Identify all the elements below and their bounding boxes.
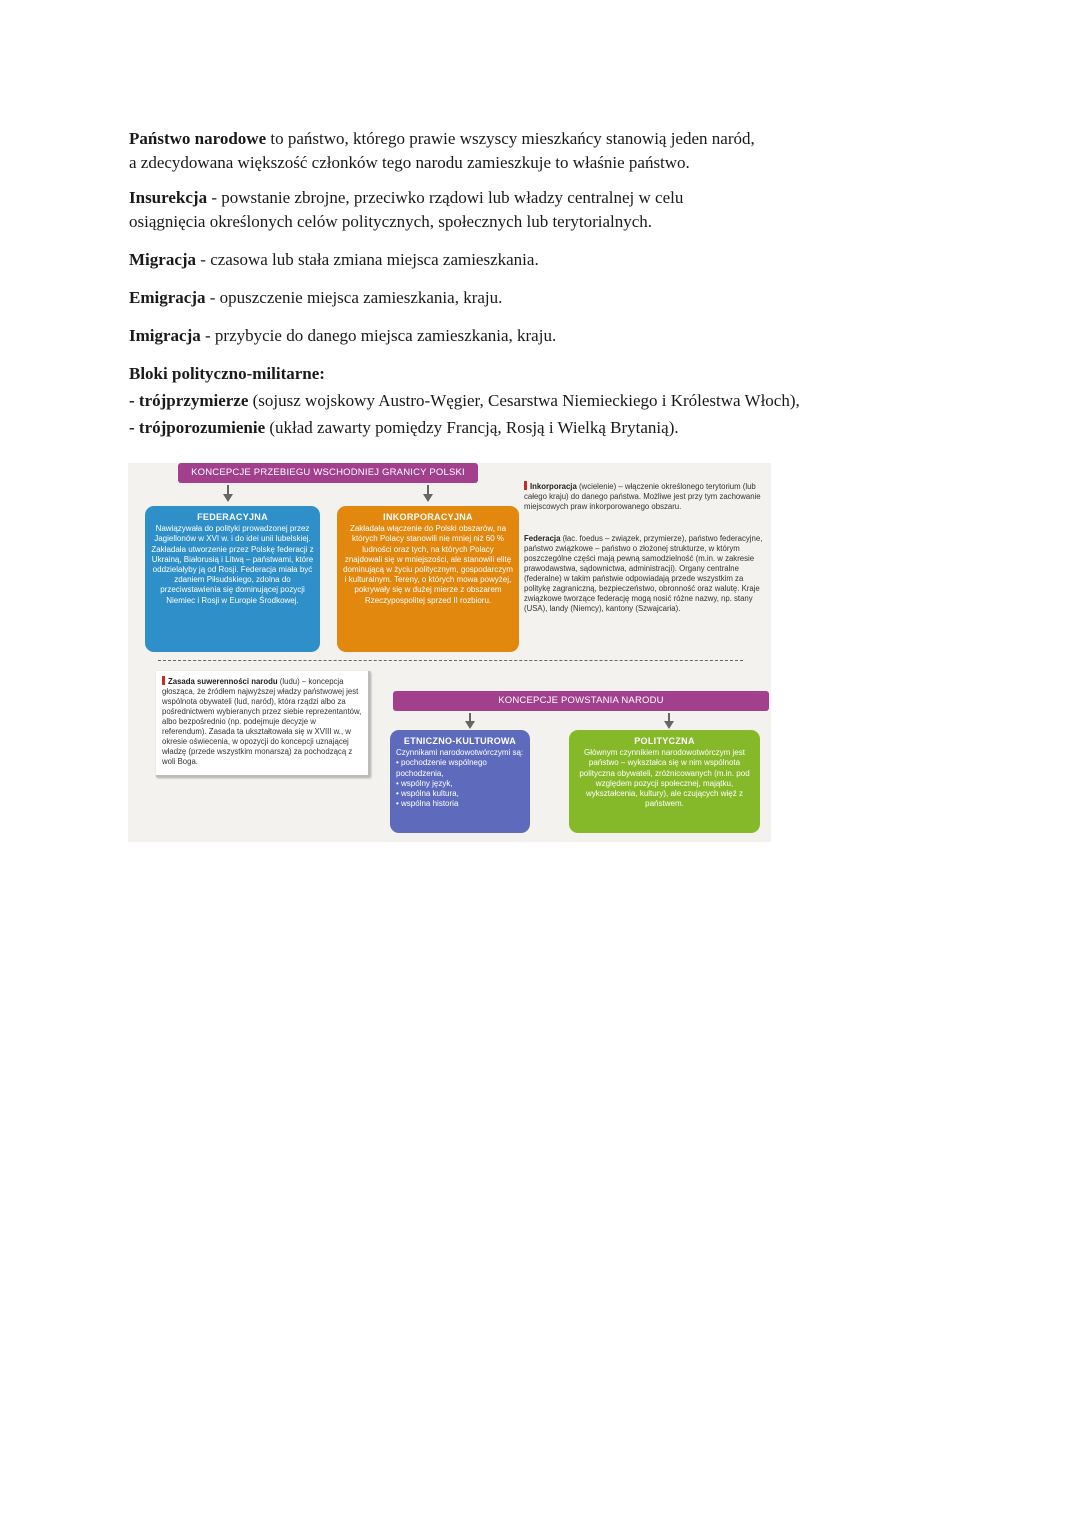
box-body: Zakładała włączenie do Polski obszarów, na których Polacy stanowili nie mniej niż 60 % ludności oraz tych, na których Polacy znajdowali się w mniejszości, ale stanowili elitę dominującą w życiu politycznym, gospodarczym i kulturalnym. Tereny, o których mowa powyżej, pokrywały się w dużej mierze z obszarem Rzeczypospolitej sprzed II rozbioru. <box>343 524 513 605</box>
term: Imigracja <box>129 326 201 345</box>
term: - trójprzymierze <box>129 391 249 410</box>
term: Inkorporacja <box>530 482 577 491</box>
definition-imigracja <box>129 324 949 348</box>
note-suwerennosc <box>162 676 362 767</box>
note-text: (wcielenie) – włączenie określonego terytorium (lub całego kraju) do danego państwa. Możliwe jest przy tym zachowanie miejscowych praw inkorporowanego obszaru. <box>524 482 761 511</box>
list-item: • wspólna kultura, <box>396 789 459 799</box>
textbook-figure <box>128 463 771 842</box>
definition-insurekcja <box>129 186 949 234</box>
arrow-down-icon <box>223 494 233 502</box>
border-concepts-bar: KONCEPCJE PRZEBIEGU WSCHODNIEJ GRANICY POLSKI <box>178 463 478 483</box>
definition-panstwo-narodowe <box>129 127 949 175</box>
divider <box>158 660 743 661</box>
federacyjna-box <box>145 506 320 652</box>
note-text: (łac. foedus – związek, przymierze), państwo federacyjne, państwo związkowe – państwo o złożonej strukturze, w którym poszczególne części mają pewną samodzielność (m.in. w zakresie prawodawstwa, sądownictwa, administracji). Organy centralne (federalne) w takim państwie odpowiadają przede wszystkim za politykę zagraniczną, bezpieczeństwo, obronność oraz walutę. Kraje związkowe tworzące federację mogą nosić różne nazwy, np. stany (USA), landy (Niemcy), kantony (Szwajcaria). <box>524 534 763 613</box>
term: - trójporozumienie <box>129 418 266 437</box>
note-marker-icon <box>162 676 165 685</box>
term: Migracja <box>129 250 197 269</box>
note-text: (ludu) – koncepcja głosząca, że źródłem najwyższej władzy państwowej jest wspólnota obywateli (lud, naród), która rządzi albo za pośrednictwem wybieranych przez siebie reprezentantów, albo bezpośrednio (np. podejmuje decyzje w referendum). Zasada ta ukształtowała się w XVIII w., w okresie oświecenia, w opozycji do koncepcji uznającej władzę (przede wszystkim monarszą) za pochodzącą z woli Boga. <box>162 677 362 766</box>
term: Federacja <box>524 534 561 543</box>
bloc-trojporozumienie <box>129 416 949 440</box>
box-title: POLITYCZNA <box>634 736 695 746</box>
definition-migracja <box>129 248 949 272</box>
blocs-heading-text: Bloki polityczno-militarne: <box>129 364 325 383</box>
term: Insurekcja <box>129 188 208 207</box>
definition-text: to państwo, którego prawie wszyscy mieszkańcy stanowią jeden naród, <box>266 129 755 148</box>
term: Zasada suwerenności narodu <box>168 677 278 686</box>
note-federacja <box>524 534 768 614</box>
box-title: INKORPORACYJNA <box>383 512 473 522</box>
definition-text: - przybycie do danego miejsca zamieszkania, kraju. <box>200 326 557 345</box>
polityczna-box <box>569 730 760 833</box>
arrow-down-icon <box>465 721 475 729</box>
definition-emigracja <box>129 286 949 310</box>
inkorporacyjna-box <box>337 506 519 652</box>
box-title: ETNICZNO-KULTUROWA <box>403 736 517 746</box>
note-marker-icon <box>524 481 527 490</box>
suwerennosc-card <box>156 671 370 777</box>
box-body: Nawiązywała do polityki prowadzonej przez Jagiellonów w XVI w. i do idei unii lubelskiej. Zakładała utworzenie przez Polskę federacji z Ukrainą, Białorusią i Litwą – państwami, które oddzielałyby ją od Rosji. Federacja miała być zdaniem Piłsudskiego, zdolna do przeciwstawienia się dominującej pozycji Niemiec i Rosji w Europie Środkowej. <box>151 524 314 605</box>
definition-text-cont: a zdecydowana większość członków tego narodu zamieszkuje to właśnie państwo. <box>129 153 690 172</box>
list-item: • wspólny język, <box>396 778 453 788</box>
box-intro: Czynnikami narodowotwórczymi są: <box>396 748 524 758</box>
note-inkorporacja <box>524 481 768 512</box>
list-item: • wspólna historia <box>396 799 459 809</box>
bloc-text: (układ zawarty pomiędzy Francją, Rosją i Wielką Brytanią). <box>265 418 679 437</box>
definition-text: - czasowa lub stała zmiana miejsca zamieszkania. <box>196 250 539 269</box>
box-body: Głównym czynnikiem narodowotwórczym jest państwo – wykształca się w nim wspólnota polityczna obywateli, zróżnicowanych (m.in. pod względem pozycji społecznej, majątku, wykształcenia, kultury), ale czujących więź z państwem. <box>579 748 750 809</box>
definition-text-cont: osiągnięcia określonych celów politycznych, społecznych lub terytorialnych. <box>129 212 653 231</box>
definition-text: - powstanie zbrojne, przeciwko rządowi lub władzy centralnej w celu <box>207 188 684 207</box>
bloc-text: (sojusz wojskowy Austro-Węgier, Cesarstwa Niemieckiego i Królestwa Włoch), <box>248 391 800 410</box>
arrow-down-icon <box>423 494 433 502</box>
blocs-heading <box>129 362 949 386</box>
document-text <box>129 127 949 440</box>
definition-text: - opuszczenie miejsca zamieszkania, kraju. <box>205 288 503 307</box>
term: Państwo narodowe <box>129 129 267 148</box>
term: Emigracja <box>129 288 206 307</box>
etniczno-kulturowa-box <box>390 730 530 833</box>
list-item: • pochodzenie wspólnego pochodzenia, <box>396 758 487 778</box>
box-title: FEDERACYJNA <box>197 512 268 522</box>
bloc-trojprzymierze <box>129 389 949 413</box>
nation-concepts-bar: KONCEPCJE POWSTANIA NARODU <box>393 691 769 711</box>
arrow-down-icon <box>664 721 674 729</box>
